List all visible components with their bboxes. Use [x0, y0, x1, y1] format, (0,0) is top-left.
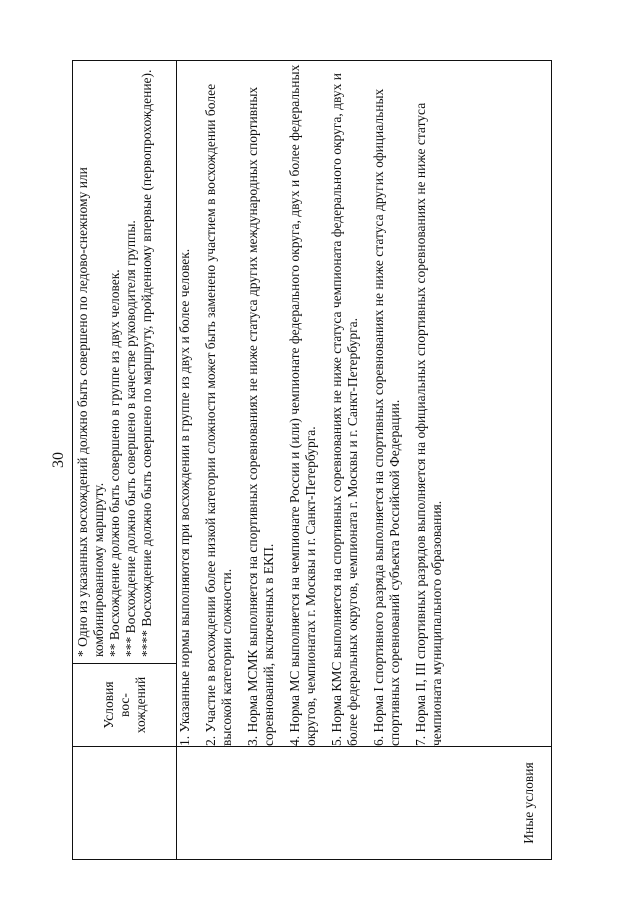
conditions-cell	[73, 61, 177, 747]
rule-4: 4. Норма МС выполняется на чемпионате России и (или) чемпионате федерального округа, двух и более федеральных округов, чемпионатах г. Москвы и г. Санкт-Петербурга.	[287, 64, 318, 746]
other-rules-cell	[177, 61, 552, 747]
rotated-page	[50, 60, 552, 860]
rule-3: 3. Норма МСМК выполняется на спортивных соревнованиях не ниже статуса других международных спортивных соревнований, включенных в ЕКП.	[245, 86, 276, 746]
conditions-label: Условия вос-хождений	[73, 663, 176, 746]
conditions-notes	[73, 61, 176, 663]
rule-1: 1. Указанные нормы выполняются при восхождении в группе из двух и более человек.	[177, 248, 192, 746]
other-label-cell	[177, 747, 552, 860]
note-1: * Одно из указанных восхождений должно быть совершено по ледово-снежному или комбинированному маршруту.	[75, 167, 106, 657]
note-4: **** Восхождение должно быть совершено по маршруту, пройденному впервые (первопрохождение).	[139, 69, 154, 657]
conditions-row	[73, 61, 177, 860]
other-conditions-label: Иные условия	[521, 762, 536, 844]
norms-table	[72, 60, 552, 860]
empty-cell	[73, 747, 177, 860]
rule-5: 5. Норма КМС выполняется на спортивных соревнованиях не ниже статуса чемпионата федерального округа, двух и более федеральных округов, чемпионата г. Москвы и г. Санкт-Петербурга.	[329, 73, 360, 746]
page-number: 30	[50, 452, 67, 468]
other-conditions-row	[177, 61, 552, 860]
rule-7: 7. Норма II, III спортивных разрядов выполняется на официальных спортивных соревнованиях не ниже статуса чемпионата муниципального образования.	[413, 102, 444, 746]
rule-2: 2. Участие в восхождении более низкой категории сложности может быть заменено участием в восхождении более высокой категории сложности.	[203, 83, 234, 746]
note-2: ** Восхождение должно быть совершено в группе из двух человек.	[107, 269, 122, 657]
rule-6: 6. Норма I спортивного разряда выполняется на спортивных соревнованиях не ниже статуса других официальных спортивных соревнований субъекта Российской Федерации.	[371, 88, 402, 746]
note-3: *** Восхождение должно быть совершено в качестве руководителя группы.	[123, 220, 138, 657]
